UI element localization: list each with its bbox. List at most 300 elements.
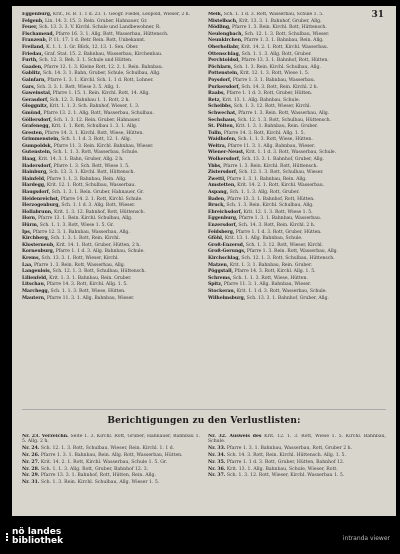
entry-text: Sch. 1. 1 d. 3. Rott, Wasserbau, Schule 1. 5. (223, 12, 324, 17)
entry-text: Sch. 12. 1. 3. Rott, Schulbau, Wieser, Rein. Kirchl. 1. 1 d. (40, 446, 175, 452)
list-entry (208, 203, 386, 208)
entry-name: Scheibbs, (208, 104, 233, 110)
entry-name: Raabs, (208, 91, 225, 97)
list-entry (208, 269, 386, 274)
entry-name: Nr. 34. (208, 453, 226, 458)
entry-name: Gablitz, (22, 71, 42, 77)
entry-name: Freiland, (22, 44, 45, 50)
entry-name: Weitra, (208, 143, 227, 149)
entry-name: Spitz, (208, 282, 223, 288)
correction-entry (22, 453, 200, 458)
entry-text: Pfarre 1. 15. 1. Rein. Kirchl. Rott, 14. Allg. (52, 91, 150, 97)
entry-text: Sch. 12. 1. 3. Rott, Schulbau, Wieser. (238, 170, 324, 176)
entry-name: Mistelbach, (208, 18, 238, 24)
entry-text: Sch. 14. 3. Rott, Rein. Kirchl. Hüttensch. Allg. 1. 5. (226, 453, 346, 458)
entry-name: Ottenschlag, (208, 51, 241, 57)
entry-name: Gloggnitz, (22, 104, 49, 110)
entry-name: Franzenb, (22, 38, 48, 44)
entry-text: Pfarre 14. 3. 1. Kirchl. Rott, Wiese, Hütten. (44, 130, 144, 136)
list-entry (22, 269, 200, 274)
entry-name: Langenlois, (22, 269, 52, 275)
list-entry (22, 78, 200, 83)
list-entry (22, 296, 200, 301)
entry-text: Pfarre 13. 2. 1. Allg. Rott, Wasserbau, Schulbau. (43, 110, 154, 116)
list-entry (208, 91, 386, 96)
entry-text: Lin. 14. 3. 15. 3. Rein. Gruber, Hahnauer, Gr. (45, 18, 148, 24)
list-entry (22, 236, 200, 241)
list-entry (22, 164, 200, 169)
list-entry (22, 230, 200, 235)
list-entry (208, 197, 386, 202)
entry-text: Sch. 1. 1. 3. Rott, Wiese 1. 5. Gr. (39, 223, 114, 228)
list-entry (208, 216, 386, 221)
entry-text: Krit. 12. 1. Rott, Schulbau, Wasserbau. (46, 183, 136, 189)
entry-name: Nr. 32. Ausweis des (208, 434, 262, 439)
list-entry (22, 243, 200, 248)
entry-text: Pfarre 11. 3. 1. Allg. Bahnbau, Wieser. (227, 143, 316, 149)
list-entry (208, 65, 386, 70)
entry-text: Pfarre 1. 3. Rein. Kirchl. Rott, Hüttensch. (232, 25, 327, 31)
entry-text: Krit. 13. 1. Allg. Bahnbau, Schule. (224, 236, 303, 242)
entry-text: Pfarre 1. 3. 1. Bahnbau, Rein. Allg. (226, 176, 307, 182)
entry-text: Krit. 1. 3. 1. Bahnbau, Rein. Gruber. (235, 124, 318, 130)
entry-text: Sch. 1. 3. Rein. Kirchl. Schulbau, Allg. (226, 203, 314, 209)
entry-name: Haag, (22, 157, 37, 163)
entry-text: Pfarre 1. 3. Sch. Rott, Wiese 1. 5. (53, 163, 130, 169)
entry-text: Sch. 1. 3. 12. Rott, Wieser, Kirchl. (245, 242, 323, 248)
entry-text: Krit. 14. 2. 1. Rott, Kirchl. Wasserbau. (237, 183, 325, 189)
entry-text: Krit. 1. 3. 1. Bahnbau, Rein. Gruber. (229, 262, 313, 268)
page-number: 31 (371, 10, 384, 20)
list-entry (208, 296, 386, 301)
list-entry (22, 150, 200, 155)
entry-name: Purkersdorf, (208, 84, 240, 90)
list-entry (208, 124, 386, 129)
viewer-footer (0, 516, 400, 554)
entry-name: Schrems, (208, 275, 232, 281)
list-entry (208, 104, 386, 109)
entry-text: Seite 1. 3. Kirchl. Rott, Gruber, Hahnauer, Bahnbau 1. 5. Allg. 2 h. (22, 434, 200, 445)
entry-text: Sch. 12. 1. 3. Rott, Schulbau, Hüttensch. (52, 269, 146, 275)
entry-text: Sch. 1. 1. 3. Allg. Rott, Gruber. (241, 51, 312, 57)
entry-name: Horn, (22, 216, 37, 222)
entry-name: Kirchschlag, (208, 255, 240, 261)
list-entry (208, 78, 386, 83)
entry-text: Krit. 12. 1. 3. Rott, Wiese 1. 5. Kirchl. Bahnbau, Schule. (208, 434, 386, 445)
entry-name: Aspang, (208, 190, 229, 196)
list-entry (208, 282, 386, 287)
list-entry (208, 190, 386, 195)
entry-name: Oberhollabr, (208, 44, 240, 50)
section-divider (22, 409, 386, 410)
entry-name: Stockerau, (208, 288, 236, 294)
entry-name: Retz, (208, 97, 221, 103)
entry-text: Sch. 13. 3. 3. V. Kirchl. Schule und Landbewohner, R. (39, 25, 161, 31)
entry-name: Groß-Gerungs, (208, 249, 246, 255)
entry-text: Sch. 3. 3. 1. Rott, Wiese 3. 5. Allg. 1. (36, 84, 121, 90)
entry-name: Litschau, (22, 282, 46, 288)
entry-name: Baden, (208, 196, 226, 202)
entry-name: Haugsdorf, (22, 190, 51, 196)
correction-entry (208, 446, 386, 451)
entry-text: Sch. 12. 1. 3. Rott, Schulbau, Hüttensch. (237, 117, 331, 123)
corrections-right-column (208, 434, 386, 510)
entry-name: Göllersdorf, (22, 117, 52, 123)
list-entry (208, 98, 386, 103)
entry-name: Grafenegg, (22, 124, 51, 130)
entry-text: Graf. Stat. 15. 2. Bahnbau, Wasserbau, Kirchenbau. (44, 51, 163, 57)
list-entry (22, 25, 200, 30)
entry-name: Hainfeld, (22, 176, 46, 182)
list-entry (22, 276, 200, 281)
entry-text: Pfarre 13. 3. 1. Bahnhof, Rott, Hütten. (227, 196, 315, 202)
entry-name: Wolkersdorf, (208, 157, 241, 163)
list-entry (208, 25, 386, 30)
entry-text: Sch. 1. 1. 3. Allg. Rott, Gruber. (229, 190, 300, 196)
entry-text: Krit. 14. 1. Rott, Gruber, Hütten, 2 h. (56, 242, 141, 248)
entry-text: K. 1. 1. 1. Gr. Blick, 12. 13. 1. Sen. Ober. (46, 44, 139, 50)
entry-text: Pfarre 14. 3. Rott, Kirchl. Allg. 1. 5. (234, 269, 316, 275)
viewer-name: intranda viewer (342, 535, 390, 542)
entry-name: Klosterneub, (22, 242, 55, 248)
entry-text: P. 11. 17. 1 d. Betr. Rein. Rott, Unbekannt. (48, 38, 146, 44)
entry-text: Krit. 1. 3. 12. Bahnhof, Rott, Hüttensch. (54, 209, 145, 215)
corrections-left-column (22, 434, 200, 510)
entry-name: Kirchberg, (22, 236, 50, 242)
entry-name: Gföhl, (208, 236, 224, 242)
list-entry (22, 58, 200, 63)
correction-entry (22, 460, 200, 465)
list-entry (22, 118, 200, 123)
list-entry (22, 289, 200, 294)
entry-name: Mautern, (22, 295, 46, 301)
entry-text: Sch. 1. 3. 1. Rott, Rein. Kirchl. (50, 236, 120, 242)
entry-text: Krit. 14. 2. 1. Rott, Kirchl. Wasserbau. (241, 44, 329, 50)
entry-name: Hadersdorf, (22, 163, 53, 169)
entry-text: Pfarre 13. 1. Rein. Kirchl. Schulbau, Allg. (37, 216, 133, 222)
corrections-heading: Berichtigungen zu den Verlustlisten: (107, 416, 301, 426)
entry-text: Pfarre 14. 2. 1. Rott, Kirchl. Schule. (60, 196, 143, 202)
entry-text: Pfarre 11. 3. Rein. Kirchl. Bahnbau, Wieser. (53, 143, 154, 149)
list-entry (22, 282, 200, 287)
entry-name: Pottenstein, (208, 71, 239, 77)
entry-text: Sch. 1. 3. 1. Rein. Gruber, Hahnauer, Gr. (51, 190, 144, 196)
list-entry (208, 58, 386, 63)
entry-text: Pfarre 1. 1 d. 3. Rott, Gruber, Hütten. (235, 229, 322, 235)
list-entry (208, 263, 386, 268)
entry-name: Friedau, (22, 51, 43, 57)
entry-text: Sch. 14. 3. Rott, Rein. Kirchl. 2 h. (238, 223, 316, 228)
list-entry (208, 164, 386, 169)
entry-name: Ybbs, (208, 163, 222, 169)
entry-name: Sechshaus, (208, 117, 237, 123)
entry-text: Sch. 14. 3. 1. Bahn, Gruber, Schule, Schulbau, Allg. (42, 71, 161, 77)
entry-text: Sch. 13. 3. 1. Kirchl. Rott, Hüttensch. (49, 170, 135, 176)
entry-name: Wilhelmsburg, (208, 295, 246, 301)
logo-line-2: bibliothek (12, 536, 64, 546)
right-column (208, 12, 386, 408)
list-entry (208, 289, 386, 294)
entry-name: Hainburg, (22, 170, 48, 176)
list-entry (22, 144, 200, 149)
list-entry (208, 52, 386, 57)
entry-text: Sch. 1. 3. Rein. Kirchl. Schulbau, Allg. Wieser 1. 5. (40, 480, 160, 486)
logo-line-1: nö landes (12, 527, 62, 537)
entry-name: Groß-Enzersd, (208, 242, 245, 248)
entry-name: Marchegg, (22, 288, 50, 294)
entry-text: Pfarre 16. 3. 1. Allg. Rott, Wasserbau, Hüttensch. (55, 31, 169, 37)
entry-text: Sch. 1. 3. Rein. Kirchl. Schulbau, Allg. (233, 64, 321, 70)
correction-entry (208, 434, 386, 445)
list-entry (22, 124, 200, 129)
entry-text: Sch. 14. 3. Rott, Rein. Kirchl. 2 h. (241, 84, 318, 90)
entry-text: Sch. 1. 1. 3. Allg. Rott, Gruber, Bahnhof 12. 3. (40, 466, 149, 472)
list-entry (208, 12, 386, 17)
entry-name: Ebreichsdorf, (208, 209, 243, 215)
list-entry (208, 276, 386, 281)
entry-text: Krit. 1. 3. 1. Bahnbau, Rein. Gruber. (49, 275, 132, 281)
entry-name: Gaweinstal, (22, 91, 52, 97)
entry-text: Pfarre 1. 1. 3. Bahnbau, Rein. Allg. (46, 176, 127, 182)
list-entry (208, 150, 386, 155)
entry-name: Pöchlarn, (208, 64, 233, 70)
entry-name: Zwettl, (208, 176, 226, 182)
entry-text: Sch. 1. 1. 3. Rott, Wiese, Hütten. (50, 288, 126, 294)
list-entry (208, 170, 386, 175)
entry-text: Sch. 12. 3. Bahnbau 1. 1. Rott, 2 h. (49, 97, 130, 103)
list-entry (22, 197, 200, 202)
list-entry (22, 263, 200, 268)
library-logo[interactable] (6, 528, 63, 546)
entry-text: Pfarre 12. 1. 3. Kleine Rott, 12. 2. 1. Rein. Bahnbau. (44, 64, 164, 70)
entry-name: Gars, (22, 84, 36, 90)
entry-text: Pfarre 11. 3. 1. Allg. Bahnbau, Wieser. (223, 282, 312, 288)
entry-name: Zistersdorf, (208, 170, 238, 176)
entry-text: Sch. 13. 3. 1. Bahnhof, Gruber, Allg. (246, 295, 329, 301)
entry-text: Pfarre 1. 3. 1. Kirchl. Sch. 1. 1 d. Rott, Lohner. (47, 77, 154, 83)
entry-name: St. Pölten, (208, 124, 235, 130)
entry-name: Pöggstall, (208, 269, 234, 275)
list-entry (22, 203, 200, 208)
entry-name: Neulengbach, (208, 31, 244, 37)
list-entry (22, 85, 200, 90)
entry-text: Sch. 1. 1. 3. Rott, Wiese, Hütten. (232, 275, 308, 281)
entry-text: Krit. 13. 3. 1. Bahnhof, Gruber, Allg. (239, 18, 322, 24)
entry-text: Sch. 12. 3. Beh. 3. 1. Schule und Hütten. (39, 58, 133, 64)
entry-text: Pfarre 1. 3. Rein. Rott, Wasserbau, Allg. (34, 262, 126, 268)
list-entry (208, 177, 386, 182)
entry-text: Sch. 1. 1 d. 3. Allg. Rott, Wieser. (61, 203, 136, 209)
list-entry (22, 183, 200, 188)
entry-text: Sch. 1. 3. 12. Rott, Wieser, Kirchl. (233, 104, 311, 110)
entry-name: Wiener-Neust, (208, 150, 245, 156)
entry-name: Neunkirchen, (208, 38, 243, 44)
entry-name: Feldsberg, (208, 229, 235, 235)
correction-entry (22, 446, 200, 451)
list-entry (22, 157, 200, 162)
entry-text: Pfarre 14. 3. Rott, Kirchl. Allg. 1. 5. (223, 130, 305, 136)
list-entry (208, 223, 386, 228)
list-entry (208, 183, 386, 188)
entry-name: Nr. 36. (208, 466, 226, 472)
entry-name: Nr. 37. (208, 473, 226, 479)
entry-name: Gumpoldsk, (22, 143, 53, 149)
correction-entry (22, 480, 200, 485)
scanned-page (12, 6, 396, 516)
list-entry (22, 52, 200, 57)
correction-entry (22, 434, 200, 445)
entry-name: Melk, (208, 12, 223, 17)
list-entry (22, 177, 200, 182)
entry-name: Bruck, (208, 203, 225, 209)
entry-text: Pfarre 1. 3. 1. Bahnbau, Rein. Allg. (243, 38, 324, 44)
entry-text: Krit. 13. 1. Allg. Bahnbau, Schule. (222, 97, 300, 103)
list-entry (208, 144, 386, 149)
entry-text: Pfarre 14. 3. Rott, Kirchl. Allg. 1. 5. (46, 282, 128, 288)
list-entry (208, 230, 386, 235)
list-entry (22, 91, 200, 96)
corrections-columns (22, 434, 386, 510)
list-entry (208, 32, 386, 37)
entry-text: Pfarre 11. 3. 1. Allg. Bahnbau, Wieser. (46, 295, 135, 301)
entry-name: Krems, (22, 255, 41, 261)
list-entry (22, 216, 200, 221)
list-entry (22, 38, 200, 43)
entry-name: Waidhofen, (208, 137, 237, 143)
correction-entry (208, 473, 386, 478)
list-entry (208, 256, 386, 261)
entry-name: Nr. 27. (22, 459, 40, 465)
list-entry (22, 12, 200, 17)
entry-text: Sch. 1. 1. 3. Rott, Wiese, Hütten. (237, 137, 313, 143)
entry-name: Feuer, (22, 25, 38, 31)
list-entry (208, 210, 386, 215)
entry-text: Krit. 12. 1. 3. Rott, Wiese 1. 5. (243, 209, 313, 215)
entry-text: Krit. 1. 1. 3. Sch. Bahnhof, Wieser, 1. 3. (49, 104, 140, 110)
list-entry (208, 111, 386, 116)
entry-text: Sch. 13. 3. 1. Bahnhof, Gruber, Allg. (241, 157, 324, 163)
entry-name: Laa, (22, 262, 33, 268)
correction-entry (22, 473, 200, 478)
entry-text: Pfarre 1. 3. 1. Bahnbau, Wasserbau. (232, 77, 316, 83)
logo-mark-icon (6, 533, 8, 541)
list-entry (22, 256, 200, 261)
list-entry (22, 104, 200, 109)
entry-name: Schwechat, (208, 110, 237, 116)
list-entry (208, 157, 386, 162)
entry-text: Pfarre 13. 3. 1. Bahnhof, Rott, Hütten, Rein. Allg. (40, 473, 156, 479)
entry-text: Krit. 1. 1. Rott, Schulbau 1. 3. 1. Allg. (51, 124, 138, 130)
entry-text: Pfarre 1. 3. Rein. Rott, Wasserbau, Allg. (238, 110, 330, 116)
entry-name: Enzersdorf, (208, 223, 237, 228)
entry-text: Pfarre 1. 1 d. 3. Allg. Bahnbau, Schule. (55, 249, 145, 255)
entry-name: Gmünd, (22, 110, 42, 116)
entry-text: Krit. 13. 1. Allg. Bahnbau, Schule, Wieser, Rott. (226, 466, 338, 472)
entry-text: Sch. 1. 1. 3. Rott, Wasserbau, Schule. (52, 150, 139, 156)
list-entry (22, 170, 200, 175)
list-entry (208, 19, 386, 24)
list-entry (208, 45, 386, 50)
list-entry (208, 243, 386, 248)
list-entry (22, 32, 200, 37)
entry-name: Herzogenburg, (22, 203, 60, 209)
entry-name: Gutenstein, (22, 150, 52, 156)
entry-name: Gresten, (22, 130, 44, 136)
list-entry (208, 249, 386, 254)
list-entry (208, 38, 386, 43)
list-entry (22, 210, 200, 215)
entry-name: Nr. 23. Verzeichn. (22, 434, 69, 439)
entry-text: Pfarre 1. 3. Rein. Kirchl. Rott, Hüttensch. (223, 163, 318, 169)
entry-text: Sch. 1. 1 d. 3. Rott, 12. 1. Allg. (61, 137, 132, 143)
list-entry (22, 71, 200, 76)
list-entry (22, 249, 200, 254)
entry-text: Krit. 12. 1. 3. Rott, Wiese 1. 5. (240, 71, 310, 77)
entry-text: Pfarre 1. 3. 1. Bahnbau, Rein. Allg. Rott, Wasserbau, Hütten. (40, 453, 183, 458)
list-entry (22, 137, 200, 142)
entry-name: Nr. 33. (208, 446, 226, 452)
entry-text: Pfarre 1. 3. 1. Bahnbau, Wasserbau. (238, 216, 322, 222)
entry-name: Gaaden, (22, 64, 43, 70)
list-entry (22, 190, 200, 195)
entry-name: Hardegg, (22, 183, 46, 189)
left-column (22, 12, 200, 408)
entry-text: Krit. 1. 1 d. 3. Rott, Wasserbau, Schule. (236, 288, 327, 294)
list-entry (22, 19, 200, 24)
entry-text: Sch. 1. 3. 12. Rott, Wieser, Kirchl. Wasserbau 1. 5. (226, 473, 345, 479)
correction-entry (208, 460, 386, 465)
list-entry (22, 223, 200, 228)
entry-name: Felgenb, (22, 18, 44, 24)
entry-text: Pfarre 1. 1 d. 3. Rott, Gruber, Hütten. (226, 91, 313, 97)
entry-name: Hürm, (22, 223, 39, 228)
list-entry (22, 131, 200, 136)
entry-text: Krit. 14. 2. 1. Rott, Kirchl. Wasserbau, Schule 1. 5. Gr. (40, 459, 168, 465)
entry-name: Furth, (22, 58, 38, 64)
entry-text: Sch. 12. 1. 3. Rott, Schulbau, Hüttensch. (241, 255, 335, 261)
entry-name: Mödling, (208, 25, 231, 31)
entry-name: Lilienfeld, (22, 275, 48, 281)
entry-name: Nr. 28. (22, 466, 40, 472)
entry-name: Grimmenstein, (22, 137, 60, 143)
entry-name: Eggenburg, (22, 12, 52, 17)
entry-name: Eggenburg, (208, 216, 238, 222)
entry-text: Krit. 1. 1 d. 3. Rott, Wasserbau, Schule. (245, 150, 337, 156)
list-entry (208, 137, 386, 142)
entry-text: Sch. 12. 1. 3. Rott, Schulbau, Wieser. (244, 31, 330, 37)
entry-name: Hollabrunn, (22, 209, 53, 215)
entry-text: Sch. 1. 3. 12. Rein. Gruber, Hahnauer. (53, 117, 141, 123)
list-entry (22, 98, 200, 103)
correction-entry (208, 467, 386, 472)
entry-name: Nr. 24. (22, 446, 40, 452)
entry-name: Matzen, (208, 262, 229, 268)
correction-entry (22, 467, 200, 472)
list-entry (208, 71, 386, 76)
entry-name: Nr. 29. (22, 473, 40, 479)
correction-entry (208, 453, 386, 458)
list-entry (208, 85, 386, 90)
entry-name: Amstetten, (208, 183, 236, 189)
entry-name: Gerasdorf, (22, 97, 49, 103)
entry-name: Nr. 35. (208, 459, 226, 465)
entry-text: Sch. 13. 3. 1. Rott, Wieser, Kirchl. (41, 255, 119, 261)
entry-name: Fischamend, (22, 31, 55, 37)
entry-text: Krit. 14. 3. 1. Bahn, Gruber, Allg. 2 h. (38, 157, 124, 163)
list-entry (22, 65, 200, 70)
list-entry (22, 111, 200, 116)
entry-name: Korneuburg, (22, 249, 55, 255)
